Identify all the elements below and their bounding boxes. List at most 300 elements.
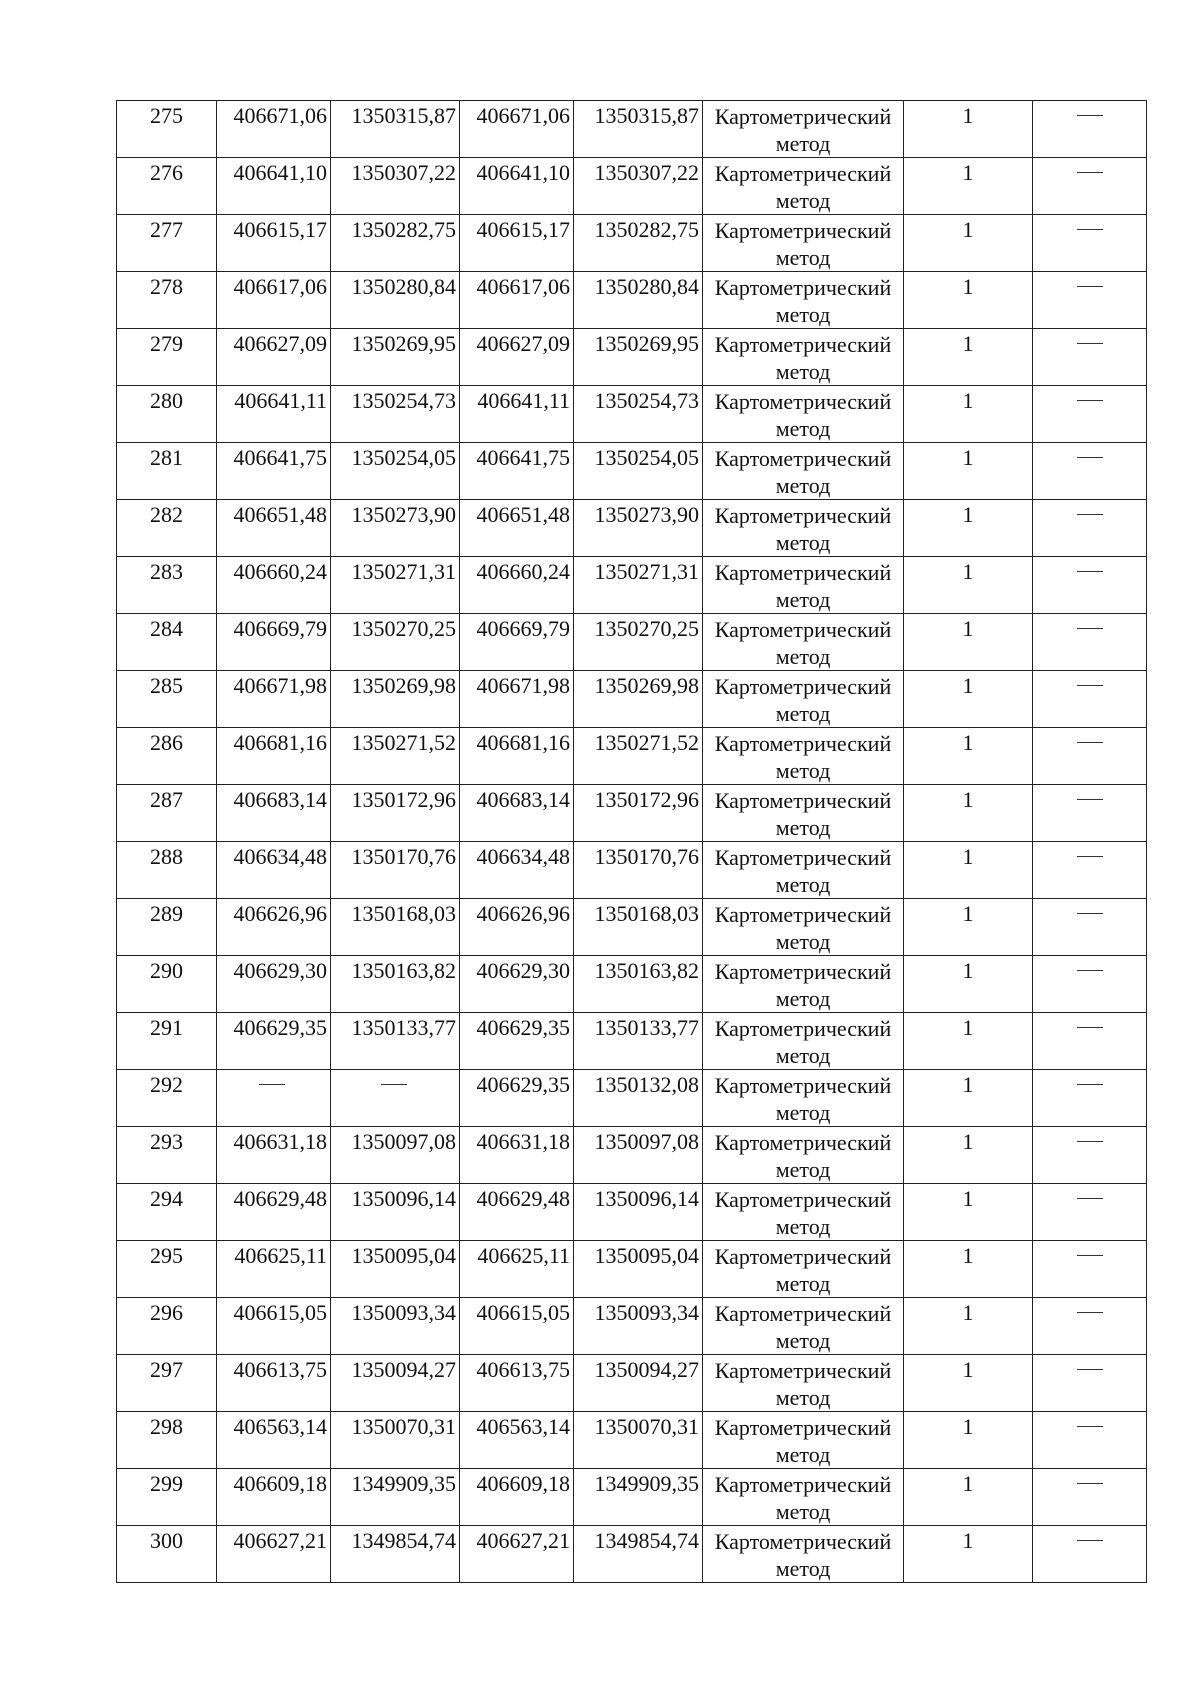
coord-y2-cell: 1350093,34 (574, 1298, 703, 1355)
accuracy-cell: 1 (904, 1184, 1033, 1241)
method-line-2: метод (775, 701, 831, 726)
coord-y1-cell: 1350170,76 (331, 842, 460, 899)
table-row (117, 215, 1147, 272)
coord-x1-cell: 406641,11 (217, 386, 331, 443)
coord-y2-cell: 1350271,52 (574, 728, 703, 785)
coord-y2-cell: 1349909,35 (574, 1469, 703, 1526)
table-row (117, 956, 1147, 1013)
coord-y1-cell: 1350273,90 (331, 500, 460, 557)
method-cell (703, 329, 904, 386)
coord-x1-cell: 406613,75 (217, 1355, 331, 1412)
description-cell (1033, 842, 1147, 899)
point-number-cell: 293 (117, 1127, 217, 1184)
coord-x1-cell: 406629,35 (217, 1013, 331, 1070)
description-cell (1033, 1013, 1147, 1070)
method-cell (703, 614, 904, 671)
method-line-1: Картометрический (714, 1529, 892, 1554)
dash-icon (1077, 970, 1103, 971)
table-row (117, 1013, 1147, 1070)
dash-icon (1077, 685, 1103, 686)
method-cell (703, 557, 904, 614)
accuracy-cell: 1 (904, 500, 1033, 557)
method-line-1: Картометрический (714, 1472, 892, 1497)
coord-y1-cell: 1350271,52 (331, 728, 460, 785)
method-line-1: Картометрический (714, 1415, 892, 1440)
coord-y1-cell: 1350280,84 (331, 272, 460, 329)
coord-x1-cell: 406615,05 (217, 1298, 331, 1355)
coord-x2-cell: 406626,96 (460, 899, 574, 956)
table-row (117, 329, 1147, 386)
coord-x1-cell: 406627,21 (217, 1526, 331, 1583)
dash-icon (1077, 172, 1103, 173)
method-cell (703, 899, 904, 956)
description-cell (1033, 557, 1147, 614)
method-line-2: метод (775, 1499, 831, 1524)
point-number-cell: 276 (117, 158, 217, 215)
dash-icon (1077, 1027, 1103, 1028)
point-number-cell: 280 (117, 386, 217, 443)
accuracy-cell: 1 (904, 728, 1033, 785)
coord-x1-cell: 406671,98 (217, 671, 331, 728)
accuracy-cell: 1 (904, 1241, 1033, 1298)
description-cell (1033, 1241, 1147, 1298)
method-line-2: метод (775, 302, 831, 327)
table-row (117, 614, 1147, 671)
coord-x1-cell: 406626,96 (217, 899, 331, 956)
coord-x2-cell: 406683,14 (460, 785, 574, 842)
coord-x1-cell: 406669,79 (217, 614, 331, 671)
table-row (117, 1184, 1147, 1241)
method-line-1: Картометрический (714, 1358, 892, 1383)
table-row (117, 1355, 1147, 1412)
point-number-cell: 292 (117, 1070, 217, 1127)
method-line-2: метод (775, 872, 831, 897)
accuracy-cell: 1 (904, 386, 1033, 443)
coord-y1-cell: 1350315,87 (331, 101, 460, 158)
method-cell (703, 956, 904, 1013)
description-cell (1033, 215, 1147, 272)
coord-x2-cell: 406615,17 (460, 215, 574, 272)
method-cell (703, 443, 904, 500)
point-number-cell: 281 (117, 443, 217, 500)
description-cell (1033, 1526, 1147, 1583)
coord-x2-cell: 406629,35 (460, 1070, 574, 1127)
method-line-2: метод (775, 359, 831, 384)
method-line-1: Картометрический (714, 617, 892, 642)
point-number-cell: 288 (117, 842, 217, 899)
accuracy-cell: 1 (904, 1127, 1033, 1184)
method-line-1: Картометрический (714, 446, 892, 471)
description-cell (1033, 329, 1147, 386)
method-cell (703, 215, 904, 272)
method-line-2: метод (775, 1556, 831, 1581)
method-cell (703, 1184, 904, 1241)
dash-icon (1077, 1198, 1103, 1199)
method-line-1: Картометрический (714, 845, 892, 870)
accuracy-cell: 1 (904, 899, 1033, 956)
accuracy-cell: 1 (904, 842, 1033, 899)
method-cell (703, 1070, 904, 1127)
table-row (117, 671, 1147, 728)
coordinates-table (116, 100, 1147, 1583)
coord-y1-cell: 1350168,03 (331, 899, 460, 956)
coord-y1-cell: 1350307,22 (331, 158, 460, 215)
dash-icon (1077, 1312, 1103, 1313)
accuracy-cell: 1 (904, 158, 1033, 215)
accuracy-cell: 1 (904, 1526, 1033, 1583)
method-line-1: Картометрический (714, 674, 892, 699)
method-cell (703, 101, 904, 158)
method-line-2: метод (775, 986, 831, 1011)
table-row (117, 557, 1147, 614)
coord-y1-cell: 1350093,34 (331, 1298, 460, 1355)
coord-x1-cell: 406641,75 (217, 443, 331, 500)
accuracy-cell: 1 (904, 1013, 1033, 1070)
point-number-cell: 283 (117, 557, 217, 614)
table-row (117, 842, 1147, 899)
method-line-2: метод (775, 245, 831, 270)
coord-y2-cell: 1350282,75 (574, 215, 703, 272)
coord-x1-cell: 406683,14 (217, 785, 331, 842)
method-cell (703, 158, 904, 215)
point-number-cell: 285 (117, 671, 217, 728)
method-cell (703, 1127, 904, 1184)
method-line-2: метод (775, 530, 831, 555)
accuracy-cell: 1 (904, 1412, 1033, 1469)
coord-x2-cell: 406641,11 (460, 386, 574, 443)
accuracy-cell: 1 (904, 1355, 1033, 1412)
coord-x1-cell: 406617,06 (217, 272, 331, 329)
method-line-1: Картометрический (714, 560, 892, 585)
description-cell (1033, 785, 1147, 842)
coord-x1-cell: 406634,48 (217, 842, 331, 899)
point-number-cell: 278 (117, 272, 217, 329)
method-line-2: метод (775, 188, 831, 213)
coord-y2-cell: 1350315,87 (574, 101, 703, 158)
method-line-2: метод (775, 473, 831, 498)
coord-y1-cell-empty (331, 1070, 460, 1127)
coord-y2-cell: 1350269,95 (574, 329, 703, 386)
method-cell (703, 785, 904, 842)
method-cell (703, 671, 904, 728)
method-line-2: метод (775, 1157, 831, 1182)
method-line-1: Картометрический (714, 902, 892, 927)
point-number-cell: 290 (117, 956, 217, 1013)
dash-icon (1077, 1255, 1103, 1256)
coord-y1-cell: 1350270,25 (331, 614, 460, 671)
dash-icon (1077, 1369, 1103, 1370)
coord-y2-cell: 1350172,96 (574, 785, 703, 842)
table-row (117, 728, 1147, 785)
coord-y2-cell: 1350096,14 (574, 1184, 703, 1241)
coord-x1-cell: 406627,09 (217, 329, 331, 386)
description-cell (1033, 956, 1147, 1013)
table-row (117, 1070, 1147, 1127)
coord-y1-cell: 1349909,35 (331, 1469, 460, 1526)
point-number-cell: 287 (117, 785, 217, 842)
coord-x1-cell: 406671,06 (217, 101, 331, 158)
method-cell (703, 272, 904, 329)
method-cell (703, 1412, 904, 1469)
coord-y2-cell: 1350254,73 (574, 386, 703, 443)
coord-x2-cell: 406631,18 (460, 1127, 574, 1184)
description-cell (1033, 899, 1147, 956)
coord-y2-cell: 1350133,77 (574, 1013, 703, 1070)
point-number-cell: 299 (117, 1469, 217, 1526)
table-row (117, 101, 1147, 158)
coord-y1-cell: 1350070,31 (331, 1412, 460, 1469)
method-cell (703, 1298, 904, 1355)
dash-icon (1077, 229, 1103, 230)
description-cell (1033, 386, 1147, 443)
accuracy-cell: 1 (904, 1469, 1033, 1526)
coord-x2-cell: 406681,16 (460, 728, 574, 785)
coord-y2-cell: 1350095,04 (574, 1241, 703, 1298)
method-line-1: Картометрический (714, 275, 892, 300)
method-line-1: Картометрический (714, 731, 892, 756)
method-line-1: Картометрический (714, 788, 892, 813)
table-row (117, 1298, 1147, 1355)
dash-icon (1077, 343, 1103, 344)
method-line-2: метод (775, 758, 831, 783)
point-number-cell: 295 (117, 1241, 217, 1298)
coord-y2-cell: 1350271,31 (574, 557, 703, 614)
point-number-cell: 277 (117, 215, 217, 272)
method-line-2: метод (775, 131, 831, 156)
accuracy-cell: 1 (904, 329, 1033, 386)
accuracy-cell: 1 (904, 443, 1033, 500)
table-row (117, 1127, 1147, 1184)
coord-y1-cell: 1350254,05 (331, 443, 460, 500)
description-cell (1033, 500, 1147, 557)
description-cell (1033, 671, 1147, 728)
method-line-1: Картометрический (714, 503, 892, 528)
description-cell (1033, 1127, 1147, 1184)
method-line-1: Картометрический (714, 1073, 892, 1098)
coord-y2-cell: 1349854,74 (574, 1526, 703, 1583)
coord-y2-cell: 1350273,90 (574, 500, 703, 557)
method-cell (703, 1241, 904, 1298)
coord-y2-cell: 1350270,25 (574, 614, 703, 671)
coord-x2-cell: 406613,75 (460, 1355, 574, 1412)
description-cell (1033, 101, 1147, 158)
point-number-cell: 286 (117, 728, 217, 785)
coord-x2-cell: 406641,10 (460, 158, 574, 215)
coord-x1-cell: 406615,17 (217, 215, 331, 272)
coord-y1-cell: 1350163,82 (331, 956, 460, 1013)
description-cell (1033, 1298, 1147, 1355)
coord-y1-cell: 1350094,27 (331, 1355, 460, 1412)
description-cell (1033, 728, 1147, 785)
dash-icon (1077, 1540, 1103, 1541)
accuracy-cell: 1 (904, 215, 1033, 272)
table-row (117, 443, 1147, 500)
method-cell (703, 1469, 904, 1526)
coord-y2-cell: 1350307,22 (574, 158, 703, 215)
table-row (117, 1412, 1147, 1469)
method-line-2: метод (775, 815, 831, 840)
coord-y2-cell: 1350280,84 (574, 272, 703, 329)
method-cell (703, 500, 904, 557)
method-cell (703, 1013, 904, 1070)
method-line-1: Картометрический (714, 1244, 892, 1269)
dash-icon (1077, 1483, 1103, 1484)
point-number-cell: 275 (117, 101, 217, 158)
coord-x1-cell: 406641,10 (217, 158, 331, 215)
method-line-2: метод (775, 416, 831, 441)
point-number-cell: 284 (117, 614, 217, 671)
dash-icon (1077, 400, 1103, 401)
table-row (117, 785, 1147, 842)
dash-icon (1077, 628, 1103, 629)
point-number-cell: 298 (117, 1412, 217, 1469)
method-line-2: метод (775, 1442, 831, 1467)
method-cell (703, 842, 904, 899)
coord-x2-cell: 406651,48 (460, 500, 574, 557)
coord-y2-cell: 1350070,31 (574, 1412, 703, 1469)
method-line-1: Картометрический (714, 161, 892, 186)
coord-y1-cell: 1350269,95 (331, 329, 460, 386)
method-cell (703, 1526, 904, 1583)
point-number-cell: 300 (117, 1526, 217, 1583)
dash-icon (1077, 856, 1103, 857)
coord-x2-cell: 406625,11 (460, 1241, 574, 1298)
point-number-cell: 296 (117, 1298, 217, 1355)
description-cell (1033, 1070, 1147, 1127)
point-number-cell: 294 (117, 1184, 217, 1241)
table-row (117, 158, 1147, 215)
description-cell (1033, 443, 1147, 500)
dash-icon (1077, 115, 1103, 116)
dash-icon (1077, 514, 1103, 515)
description-cell (1033, 272, 1147, 329)
coord-x2-cell: 406627,21 (460, 1526, 574, 1583)
coord-x1-cell: 406625,11 (217, 1241, 331, 1298)
table-row (117, 1241, 1147, 1298)
coord-x2-cell: 406671,98 (460, 671, 574, 728)
coord-y1-cell: 1350282,75 (331, 215, 460, 272)
coord-y2-cell: 1350163,82 (574, 956, 703, 1013)
method-cell (703, 386, 904, 443)
description-cell (1033, 1412, 1147, 1469)
coord-x2-cell: 406609,18 (460, 1469, 574, 1526)
coord-x2-cell: 406627,09 (460, 329, 574, 386)
coord-x1-cell: 406609,18 (217, 1469, 331, 1526)
accuracy-cell: 1 (904, 557, 1033, 614)
method-line-2: метод (775, 1214, 831, 1239)
dash-icon (1077, 1084, 1103, 1085)
description-cell (1033, 1355, 1147, 1412)
method-line-1: Картометрический (714, 959, 892, 984)
coord-y2-cell: 1350254,05 (574, 443, 703, 500)
accuracy-cell: 1 (904, 1298, 1033, 1355)
method-line-2: метод (775, 1271, 831, 1296)
accuracy-cell: 1 (904, 956, 1033, 1013)
dash-icon (381, 1084, 407, 1085)
method-line-2: метод (775, 587, 831, 612)
coord-y2-cell: 1350168,03 (574, 899, 703, 956)
coord-y2-cell: 1350097,08 (574, 1127, 703, 1184)
method-line-2: метод (775, 644, 831, 669)
accuracy-cell: 1 (904, 614, 1033, 671)
description-cell (1033, 1469, 1147, 1526)
accuracy-cell: 1 (904, 785, 1033, 842)
coord-x2-cell: 406629,48 (460, 1184, 574, 1241)
coord-x2-cell: 406617,06 (460, 272, 574, 329)
dash-icon (1077, 571, 1103, 572)
coord-y2-cell: 1350170,76 (574, 842, 703, 899)
coord-y1-cell: 1350172,96 (331, 785, 460, 842)
coord-y1-cell: 1350271,31 (331, 557, 460, 614)
accuracy-cell: 1 (904, 1070, 1033, 1127)
coord-x2-cell: 406669,79 (460, 614, 574, 671)
method-line-1: Картометрический (714, 104, 892, 129)
dash-icon (1077, 913, 1103, 914)
coord-y1-cell: 1350095,04 (331, 1241, 460, 1298)
method-line-1: Картометрический (714, 332, 892, 357)
dash-icon (1077, 799, 1103, 800)
method-line-1: Картометрический (714, 1016, 892, 1041)
method-line-1: Картометрический (714, 389, 892, 414)
coord-x2-cell: 406671,06 (460, 101, 574, 158)
description-cell (1033, 158, 1147, 215)
coord-x2-cell: 406641,75 (460, 443, 574, 500)
table-row (117, 272, 1147, 329)
table-row (117, 1526, 1147, 1583)
method-line-1: Картометрический (714, 1130, 892, 1155)
description-cell (1033, 1184, 1147, 1241)
accuracy-cell: 1 (904, 101, 1033, 158)
point-number-cell: 279 (117, 329, 217, 386)
coord-x2-cell: 406660,24 (460, 557, 574, 614)
dash-icon (1077, 742, 1103, 743)
dash-icon (1077, 457, 1103, 458)
dash-icon (1077, 1426, 1103, 1427)
accuracy-cell: 1 (904, 272, 1033, 329)
coord-x1-cell: 406681,16 (217, 728, 331, 785)
point-number-cell: 297 (117, 1355, 217, 1412)
coord-y1-cell: 1350133,77 (331, 1013, 460, 1070)
method-line-1: Картометрический (714, 218, 892, 243)
coord-y2-cell: 1350269,98 (574, 671, 703, 728)
dash-icon (259, 1084, 285, 1085)
point-number-cell: 282 (117, 500, 217, 557)
table-row (117, 1469, 1147, 1526)
coord-y1-cell: 1350097,08 (331, 1127, 460, 1184)
accuracy-cell: 1 (904, 671, 1033, 728)
point-number-cell: 289 (117, 899, 217, 956)
dash-icon (1077, 1141, 1103, 1142)
method-line-1: Картометрический (714, 1187, 892, 1212)
table-row (117, 386, 1147, 443)
table-row (117, 500, 1147, 557)
table-body (117, 101, 1147, 1583)
coord-y1-cell: 1350254,73 (331, 386, 460, 443)
method-line-2: метод (775, 1100, 831, 1125)
description-cell (1033, 614, 1147, 671)
coord-x1-cell: 406631,18 (217, 1127, 331, 1184)
method-cell (703, 1355, 904, 1412)
coord-y2-cell: 1350094,27 (574, 1355, 703, 1412)
method-line-1: Картометрический (714, 1301, 892, 1326)
coord-x2-cell: 406629,30 (460, 956, 574, 1013)
coord-y1-cell: 1350096,14 (331, 1184, 460, 1241)
point-number-cell: 291 (117, 1013, 217, 1070)
coord-x1-cell-empty (217, 1070, 331, 1127)
coord-x1-cell: 406629,48 (217, 1184, 331, 1241)
method-line-2: метод (775, 1385, 831, 1410)
coord-y2-cell: 1350132,08 (574, 1070, 703, 1127)
